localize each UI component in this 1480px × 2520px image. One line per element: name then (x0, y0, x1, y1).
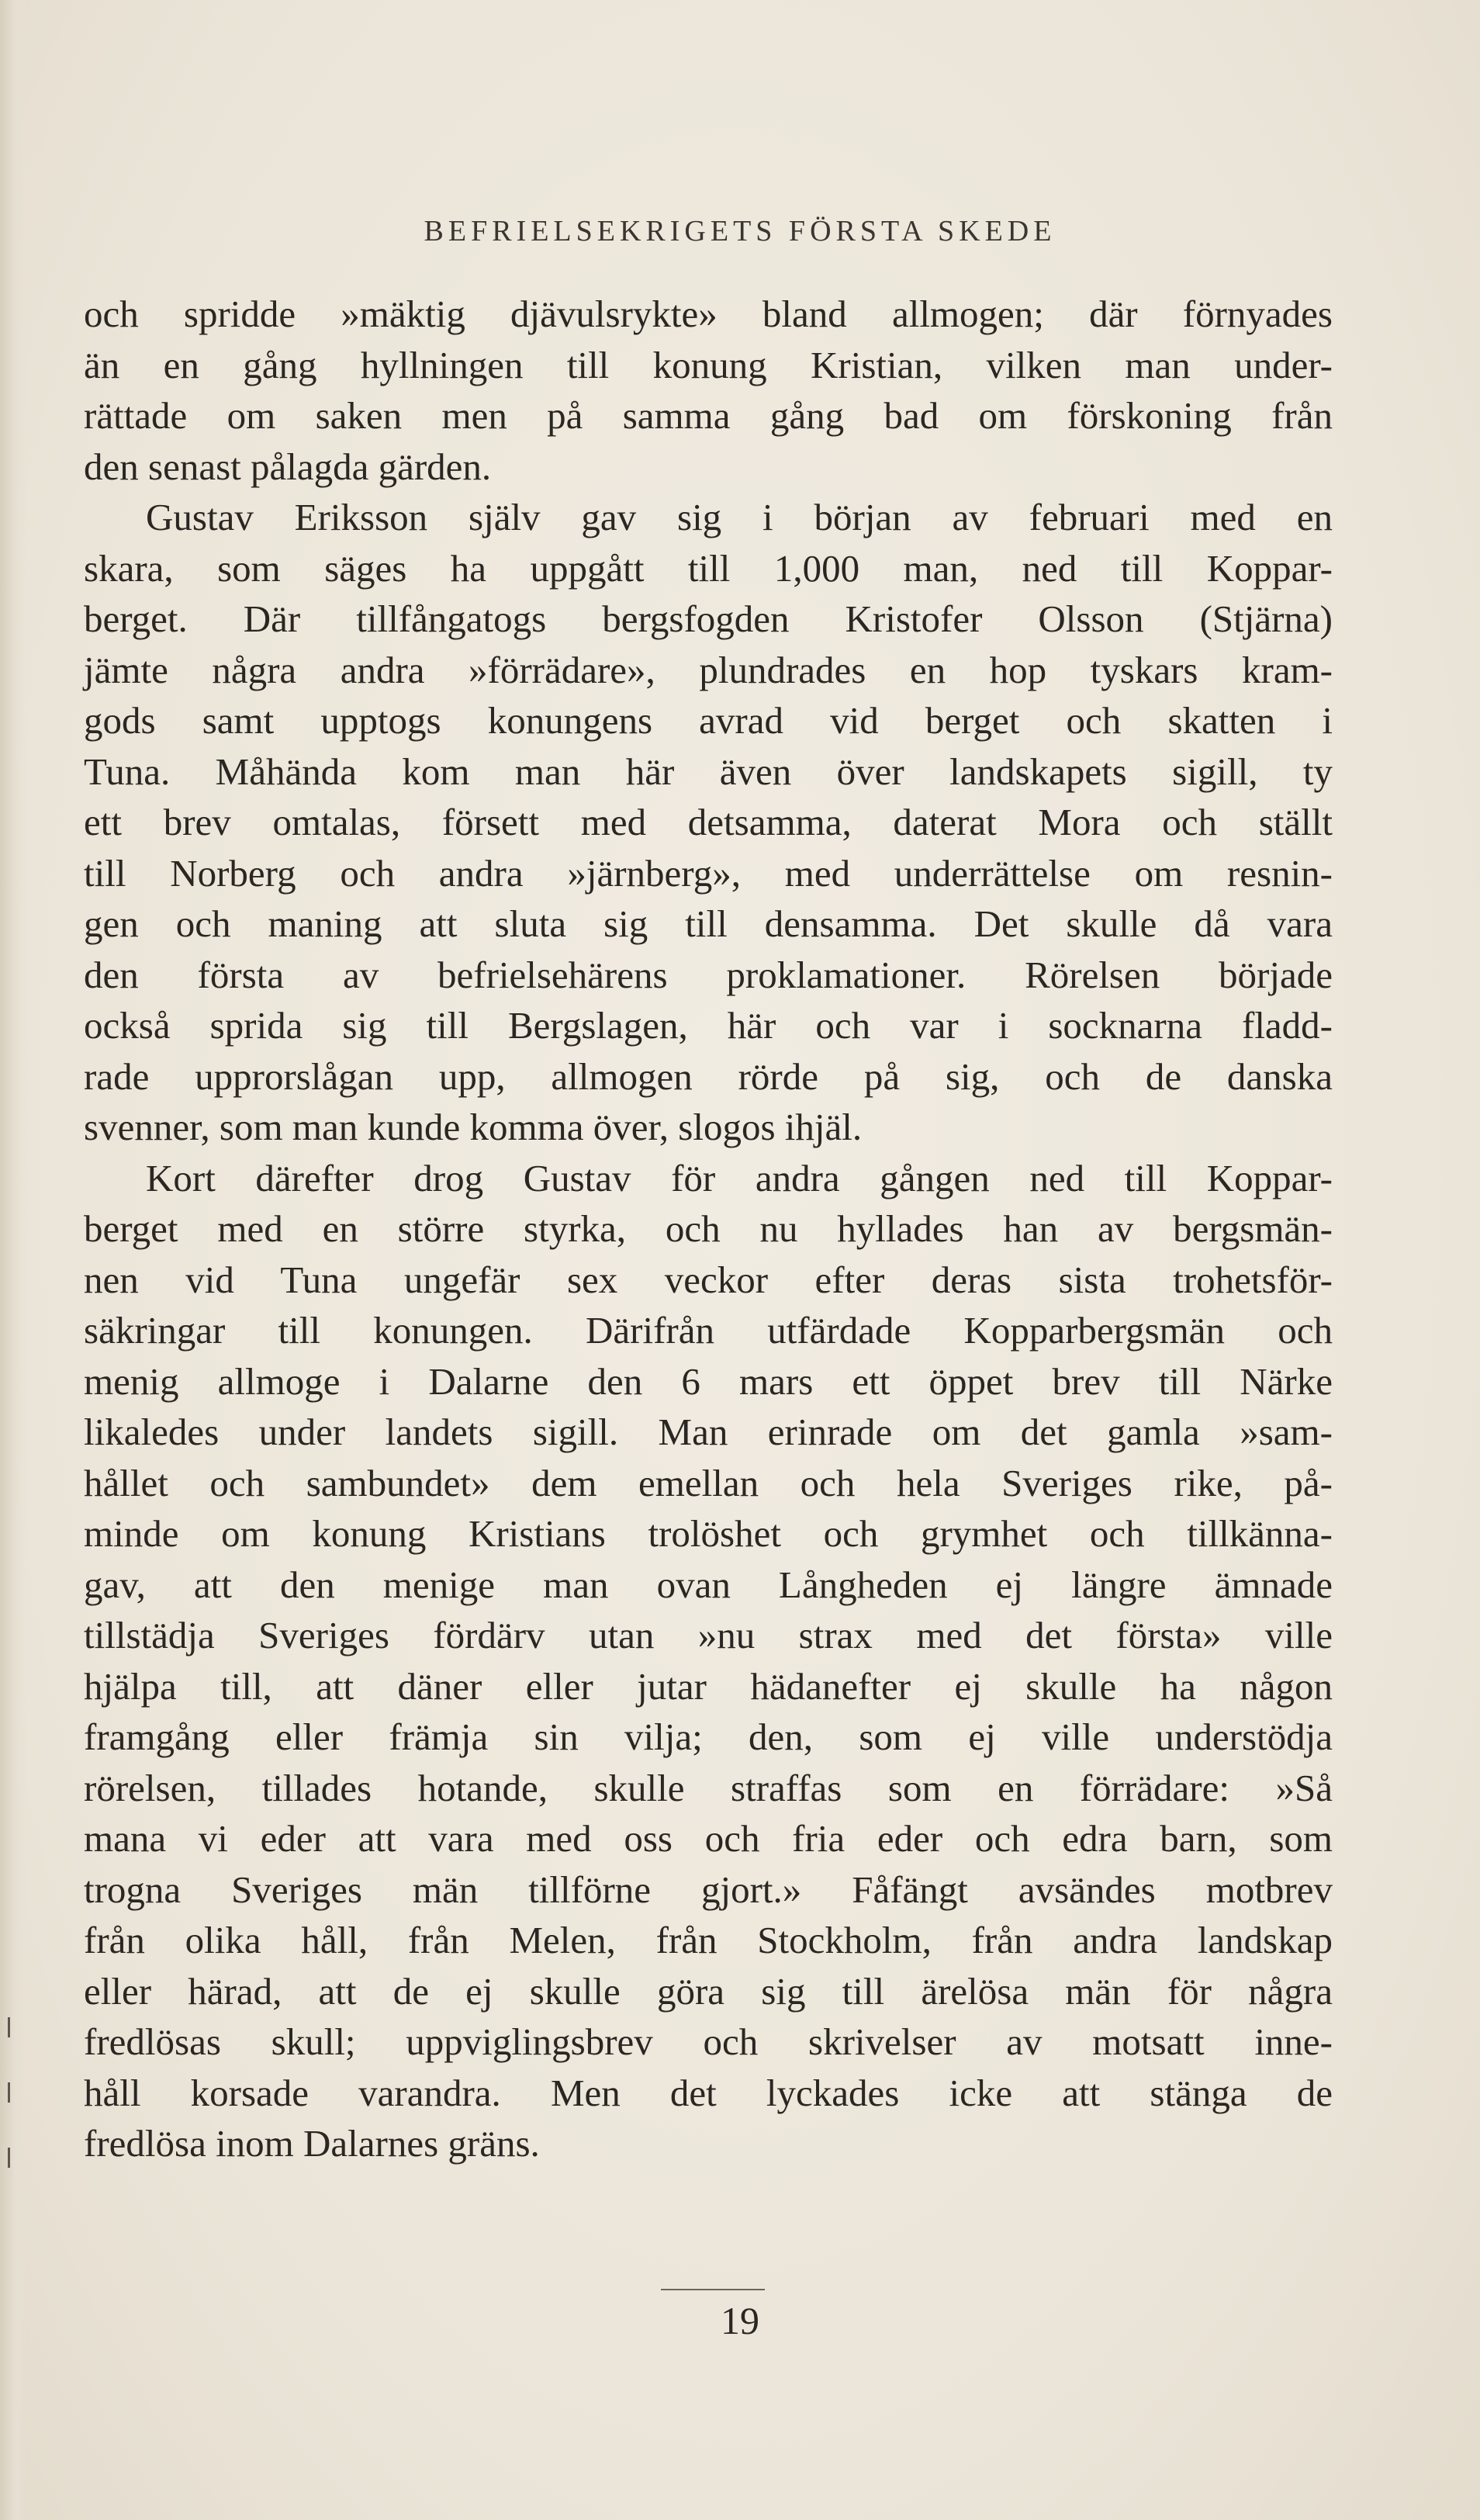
text-line: rättade om saken men på samma gång bad om förskoning från (84, 394, 1333, 437)
text-line: hållet och sambundet» dem emellan och hela Sveriges rike, på- (84, 1461, 1333, 1504)
body-text (84, 289, 1333, 2169)
text-line: trogna Sveriges män tillförne gjort.» Fåfängt avsändes motbrev (84, 1868, 1333, 1911)
text-line: rade upprorslågan upp, allmogen rörde på sig, och de danska (84, 1054, 1333, 1098)
text-line: fredlösa inom Dalarnes gräns. (84, 2122, 540, 2165)
page-number: 19 (721, 2299, 759, 2342)
text-line: säkringar till konungen. Därifrån utfärdade Kopparbergsmän och (84, 1309, 1333, 1352)
text-line: Gustav Eriksson själv gav sig i början av februari med en (146, 496, 1333, 538)
text-line: mana vi eder att vara med oss och fria eder och edra barn, som (84, 1817, 1333, 1860)
text-line: gav, att den menige man ovan Långheden ej längre ämnade (84, 1563, 1333, 1606)
text-line: nen vid Tuna ungefär sex veckor efter deras sista trohetsför- (84, 1258, 1333, 1301)
running-head: BEFRIELSEKRIGETS FÖRSTA SKEDE (424, 215, 1056, 248)
text-line: den första av befrielsehärens proklamationer. Rörelsen började (84, 953, 1333, 996)
text-line: Tuna. Måhända kom man här även över landskapets sigill, ty (84, 749, 1333, 793)
text-line: tillstädja Sveriges fördärv utan »nu strax med det första» ville (84, 1614, 1333, 1656)
text-line: jämte några andra »förrädare», plundrades en hop tyskars kram- (84, 648, 1333, 691)
text-line: ett brev omtalas, försett med detsamma, daterat Mora och ställt (84, 801, 1333, 843)
text-line: Kort därefter drog Gustav för andra gången ned till Koppar- (146, 1156, 1333, 1199)
text-line: menig allmoge i Dalarne den 6 mars ett öppet brev till Närke (84, 1359, 1333, 1403)
text-line: och spridde »mäktig djävulsrykte» bland allmogen; där förnyades (84, 292, 1333, 335)
folio-rule (661, 2289, 765, 2290)
text-line: från olika håll, från Melen, från Stockholm, från andra landskap (84, 1919, 1333, 1961)
text-line: till Norberg och andra »järnberg», med underrättelse om resnin- (84, 851, 1333, 895)
text-line: gen och maning att sluta sig till densamma. Det skulle då vara (84, 902, 1333, 945)
text-line: eller härad, att de ej skulle göra sig till ärelösa män för några (84, 1969, 1333, 2013)
text-line: skara, som säges ha uppgått till 1,000 man, ned till Koppar- (84, 546, 1333, 590)
text-line: än en gång hyllningen till konung Kristian, vilken man under- (84, 343, 1333, 386)
text-line: rörelsen, tillades hotande, skulle straffas som en förrädare: »Så (84, 1766, 1333, 1809)
text-line: svenner, som man kunde komma över, slogos ihjäl. (84, 1106, 863, 1148)
text-line: gods samt upptogs konungens avrad vid berget och skatten i (84, 699, 1333, 742)
margin-marks (2, 2017, 20, 2234)
text-line: håll korsade varandra. Men det lyckades icke att stänga de (84, 2071, 1333, 2114)
text-line: likaledes under landets sigill. Man erinrade om det gamla »sam- (84, 1411, 1333, 1453)
text-line: hjälpa till, att däner eller jutar hädanefter ej skulle ha någon (84, 1664, 1333, 1708)
text-line: berget med en större styrka, och nu hyllades han av bergsmän- (84, 1207, 1333, 1250)
text-line: berget. Där tillfångatogs bergsfogden Kristofer Olsson (Stjärna) (84, 597, 1333, 640)
text-line: också sprida sig till Bergslagen, här och var i socknarna fladd- (84, 1004, 1333, 1047)
text-line: den senast pålagda gärden. (84, 445, 492, 488)
text-line: minde om konung Kristians trolöshet och grymhet och tillkänna- (84, 1512, 1333, 1555)
text-line: framgång eller främja sin vilja; den, som ej ville understödja (84, 1715, 1333, 1758)
text-line: fredlösas skull; uppviglingsbrev och skrivelser av motsatt inne- (84, 2020, 1333, 2063)
